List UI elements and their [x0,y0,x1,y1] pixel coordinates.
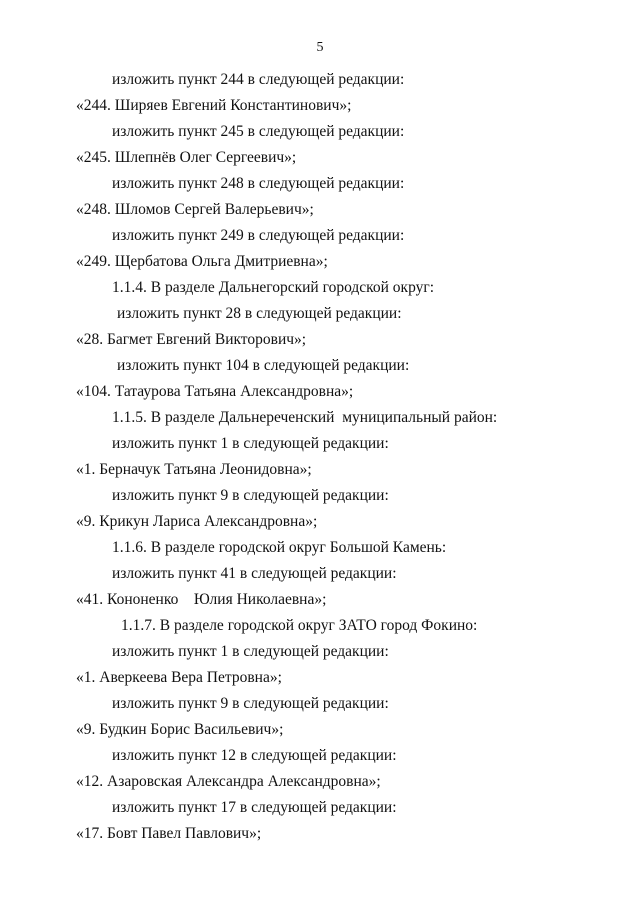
text-line: «104. Татаурова Татьяна Александровна»; [76,383,354,400]
text-line: изложить пункт 12 в следующей редакции: [112,747,397,764]
text-line: 1.1.7. В разделе городской округ ЗАТО город Фокино: [121,617,478,634]
text-line: изложить пункт 41 в следующей редакции: [112,565,397,582]
text-line: «9. Крикун Лариса Александровна»; [76,513,318,530]
text-line: изложить пункт 104 в следующей редакции: [117,357,410,374]
text-line: изложить пункт 244 в следующей редакции: [112,71,405,88]
text-line: «1. Берначук Татьяна Леонидовна»; [76,461,312,478]
document-body [0,67,640,847]
text-line: «1. Аверкеева Вера Петровна»; [76,669,282,686]
text-line: 1.1.6. В разделе городской округ Большой Камень: [112,539,447,556]
text-line: изложить пункт 17 в следующей редакции: [112,799,397,816]
text-line: 1.1.4. В разделе Дальнегорский городской округ: [112,279,435,296]
text-line: «248. Шломов Сергей Валерьевич»; [76,201,314,218]
text-line: изложить пункт 1 в следующей редакции: [112,643,389,660]
text-line: «17. Бовт Павел Павлович»; [76,825,262,842]
page-number: 5 [316,40,324,55]
text-line: изложить пункт 249 в следующей редакции: [112,227,405,244]
text-line: изложить пункт 28 в следующей редакции: [117,305,402,322]
text-line: «245. Шлепнёв Олег Сергеевич»; [76,149,297,166]
text-line: 1.1.5. В разделе Дальнереченский муниципальный район: [112,409,498,426]
text-line: изложить пункт 9 в следующей редакции: [112,487,389,504]
text-line: «12. Азаровская Александра Александровна»; [76,773,381,790]
text-line: изложить пункт 245 в следующей редакции: [112,123,405,140]
text-line: «41. Кононенко Юлия Николаевна»; [76,591,327,608]
text-line: изложить пункт 9 в следующей редакции: [112,695,389,712]
text-line: «244. Ширяев Евгений Константинович»; [76,97,352,114]
text-line: «9. Будкин Борис Васильевич»; [76,721,284,738]
text-line: изложить пункт 248 в следующей редакции: [112,175,405,192]
text-line: изложить пункт 1 в следующей редакции: [112,435,389,452]
text-line: «249. Щербатова Ольга Дмитриевна»; [76,253,328,270]
text-line: «28. Багмет Евгений Викторович»; [76,331,307,348]
